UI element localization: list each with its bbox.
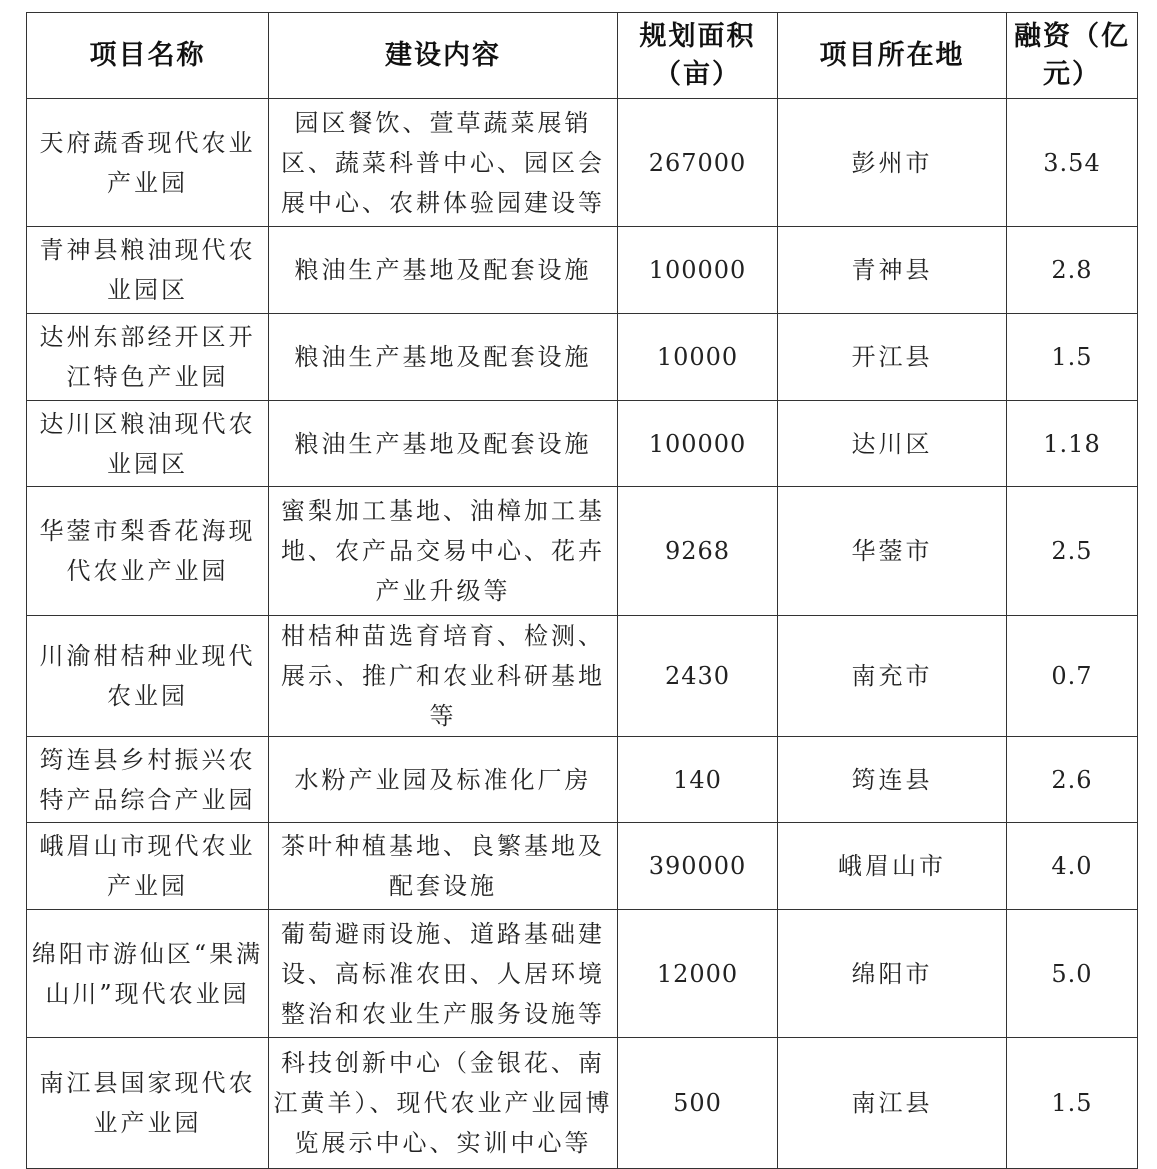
cell-area: 390000 — [618, 823, 778, 910]
cell-content: 粮油生产基地及配套设施 — [269, 227, 618, 314]
cell-area: 140 — [618, 737, 778, 823]
table-row — [27, 737, 1138, 823]
cell-location: 峨眉山市 — [778, 823, 1007, 910]
project-table — [26, 12, 1138, 1169]
cell-location: 青神县 — [778, 227, 1007, 314]
cell-financing: 4.0 — [1007, 823, 1138, 910]
table-row — [27, 823, 1138, 910]
cell-financing: 2.8 — [1007, 227, 1138, 314]
cell-content: 水粉产业园及标准化厂房 — [269, 737, 618, 823]
cell-area: 9268 — [618, 487, 778, 616]
cell-content: 茶叶种植基地、良繁基地及配套设施 — [269, 823, 618, 910]
cell-content: 园区餐饮、萱草蔬菜展销区、蔬菜科普中心、园区会展中心、农耕体验园建设等 — [269, 99, 618, 227]
cell-area: 267000 — [618, 99, 778, 227]
cell-location: 达川区 — [778, 401, 1007, 487]
cell-financing: 2.6 — [1007, 737, 1138, 823]
cell-financing: 1.5 — [1007, 314, 1138, 401]
cell-content: 粮油生产基地及配套设施 — [269, 401, 618, 487]
cell-location: 南充市 — [778, 616, 1007, 737]
project-table-container — [26, 12, 1138, 1169]
table-row — [27, 1038, 1138, 1169]
cell-financing: 0.7 — [1007, 616, 1138, 737]
cell-content: 粮油生产基地及配套设施 — [269, 314, 618, 401]
cell-financing: 3.54 — [1007, 99, 1138, 227]
cell-project-name: 达川区粮油现代农业园区 — [27, 401, 269, 487]
cell-project-name: 华蓥市梨香花海现代农业产业园 — [27, 487, 269, 616]
header-content: 建设内容 — [269, 13, 618, 99]
cell-location: 彭州市 — [778, 99, 1007, 227]
cell-location: 筠连县 — [778, 737, 1007, 823]
cell-content: 蜜梨加工基地、油樟加工基地、农产品交易中心、花卉产业升级等 — [269, 487, 618, 616]
header-area: 规划面积（亩） — [618, 13, 778, 99]
cell-financing: 1.5 — [1007, 1038, 1138, 1169]
cell-location: 开江县 — [778, 314, 1007, 401]
cell-financing: 2.5 — [1007, 487, 1138, 616]
cell-location: 华蓥市 — [778, 487, 1007, 616]
header-project-name: 项目名称 — [27, 13, 269, 99]
cell-content: 柑桔种苗选育培育、检测、展示、推广和农业科研基地等 — [269, 616, 618, 737]
cell-location: 南江县 — [778, 1038, 1007, 1169]
table-header-row — [27, 13, 1138, 99]
cell-area: 10000 — [618, 314, 778, 401]
cell-financing: 1.18 — [1007, 401, 1138, 487]
cell-content: 科技创新中心（金银花、南江黄羊）、现代农业产业园博览展示中心、实训中心等 — [269, 1038, 618, 1169]
table-row — [27, 487, 1138, 616]
cell-area: 2430 — [618, 616, 778, 737]
cell-project-name: 天府蔬香现代农业产业园 — [27, 99, 269, 227]
cell-project-name: 绵阳市游仙区“果满山川”现代农业园 — [27, 910, 269, 1038]
header-financing: 融资（亿元） — [1007, 13, 1138, 99]
cell-area: 500 — [618, 1038, 778, 1169]
cell-project-name: 筠连县乡村振兴农特产品综合产业园 — [27, 737, 269, 823]
cell-area: 12000 — [618, 910, 778, 1038]
cell-area: 100000 — [618, 227, 778, 314]
cell-area: 100000 — [618, 401, 778, 487]
table-row — [27, 401, 1138, 487]
cell-financing: 5.0 — [1007, 910, 1138, 1038]
cell-location: 绵阳市 — [778, 910, 1007, 1038]
cell-content: 葡萄避雨设施、道路基础建设、高标准农田、人居环境整治和农业生产服务设施等 — [269, 910, 618, 1038]
header-location: 项目所在地 — [778, 13, 1007, 99]
table-row — [27, 616, 1138, 737]
cell-project-name: 青神县粮油现代农业园区 — [27, 227, 269, 314]
cell-project-name: 川渝柑桔种业现代农业园 — [27, 616, 269, 737]
table-row — [27, 910, 1138, 1038]
cell-project-name: 南江县国家现代农业产业园 — [27, 1038, 269, 1169]
cell-project-name: 峨眉山市现代农业产业园 — [27, 823, 269, 910]
table-row — [27, 314, 1138, 401]
cell-project-name: 达州东部经开区开江特色产业园 — [27, 314, 269, 401]
table-row — [27, 227, 1138, 314]
table-row — [27, 99, 1138, 227]
